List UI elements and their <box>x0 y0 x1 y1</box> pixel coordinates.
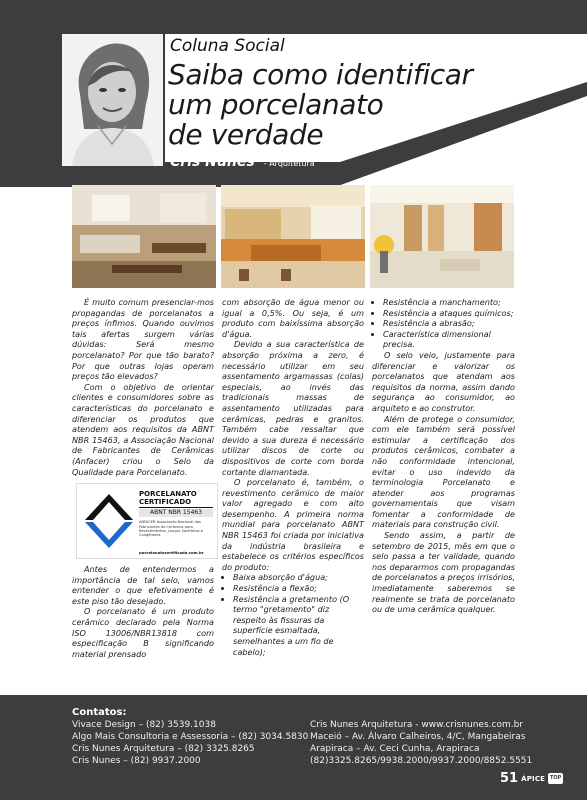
page-marker <box>500 771 563 786</box>
criteria-list-continued <box>372 297 515 350</box>
list-item: • Resistência a ataques químicos; <box>383 308 515 319</box>
column-kicker: Coluna Social <box>170 36 285 56</box>
paragraph: Com o objetivo de orientar clientes e consumidores sobre as características do porcelanato e diferenciar os produtos que atendem aos requisitos da ABNT NBR 15463, a Associação Nacional de Fabricantes de Cerâmicas (Anfacer) criou o Selo da Qualidade para Porcelanato. <box>72 381 214 477</box>
contact-line: Cris Nunes Arquitetura – (82) 3325.8265 <box>72 744 255 754</box>
contact-line: Algo Mais Consultoria e Assessoria – (82) 3034.5830 <box>72 732 309 742</box>
photo-living-room <box>72 185 216 288</box>
contact-line: Arapiraca – Av. Ceci Cunha, Arapiraca <box>310 744 480 754</box>
list-item: • Resistência a manchamento; <box>383 297 515 308</box>
author-role: - Arquitetura <box>263 159 315 168</box>
title-line: de verdade <box>168 118 324 151</box>
publisher-logo-icon: TOP <box>548 773 563 784</box>
page-number: 51 <box>500 771 519 786</box>
text-column-3 <box>372 297 515 615</box>
paragraph: O porcelanato é um produto cerâmico declarado pela Norma ISO 13006/NBR13818 com especificação B significando material prensado <box>72 606 214 659</box>
list-item: • Característica dimensional precisa. <box>383 329 515 350</box>
criteria-list <box>222 572 364 657</box>
seal-association: ANFACER Associação Nacional dos Fabricantes de Cerâmica para Revestimentos, Louças Sanitárias e Congêneres <box>139 520 203 538</box>
magazine-name: ÁPICE <box>521 774 546 783</box>
paragraph: Sendo assim, a partir de setembro de 2015, mês em que o selo passa a ter validade, quando nos depararmos com propagandas de porcelanatos a preços irrisórios, imediatamente saberemos se realmente se trata de porcelanato ou de uma cerâmica qualquer. <box>372 530 515 615</box>
contacts-footer <box>0 695 587 800</box>
seal-url: porcelanatocertificado.com.br <box>139 550 204 556</box>
text-column-2 <box>222 297 364 657</box>
contact-line: (82)3325.8265/9938.2000/9937.2000/8852.5551 <box>310 756 533 766</box>
paragraph: Devido a sua característica de absorção próxima a zero, é necessário utilizar em seu assentamento argamassas (colas) especiais, ao invés das tradicionais massas de assentamento utilizadas para cerâmicas, pedras e granitos. Também cabe ressaltar que devido a sua dureza é necessário utilizar discos de corte ou dispositivos de corte com borda cortante diamantada. <box>222 339 364 477</box>
paragraph: Antes de entendermos a importância de tal selo, vamos entender o que efetivamente é este piso tão desejado. <box>72 564 214 606</box>
paragraph: com absorção de água menor ou igual a 0,5%. Ou seja, é um produto com baixíssima absorção d'água. <box>222 297 364 339</box>
contacts-left <box>72 719 308 767</box>
list-item: • Resistência a gretamento (O termo "gretamento" diz respeito às fissuras da superfície esmaltada, semelhantes a um fio de cabelo); <box>233 594 364 658</box>
seal-norm: ABNT NBR 15463 <box>139 509 213 517</box>
text-column-1 <box>72 297 214 659</box>
title-line: um porcelanato <box>168 88 384 121</box>
seal-title <box>139 490 213 508</box>
list-item: • Baixa absorção d'água; <box>233 572 364 583</box>
contact-line: Cris Nunes – (82) 9937.2000 <box>72 756 201 766</box>
contact-line: Vivace Design – (82) 3539.1038 <box>72 720 216 730</box>
author-portrait <box>62 34 163 166</box>
certified-porcelain-seal <box>76 483 218 559</box>
paragraph: É muito comum presenciar-mos propagandas de porcelanatos a preços ínfimos. Quando ouvimos tais afertas surgem várias dúvidas: Será mesmo porcelanato? Por que tão barato? Por que outras lojas operam preços tão elevados? <box>72 297 214 382</box>
article-title <box>168 60 473 150</box>
title-line: Saiba como identificar <box>168 58 473 91</box>
contacts-right <box>310 719 532 767</box>
contacts-title: Contatos: <box>72 707 127 718</box>
author-name: Cris Nunes <box>170 154 255 170</box>
paragraph: Além de protege o consumidor, com ele também será possível estimular a certificação dos produtos cerâmicos, combater a não conformidade intencional, evitar o uso indevido da terminologia Porcelanato e atender aos programas governamentais que visam fomentar a conformidade de materiais para construção civil. <box>372 413 515 530</box>
contact-line: Cris Nunes Arquitetura - www.crisnunes.com.br <box>310 720 524 730</box>
contact-line: Maceió – Av. Álvaro Calheiros, 4/C, Mangabeiras <box>310 732 526 742</box>
article-header <box>0 0 587 187</box>
anfacer-logo-icon <box>81 490 137 552</box>
seal-title-line: CERTIFICADO <box>139 498 192 507</box>
seal-title-line: PORCELANATO <box>139 490 197 499</box>
photo-kitchen <box>221 185 365 288</box>
photo-store-interior <box>370 185 514 288</box>
paragraph: O selo veio, justamente para diferenciar e valorizar os porcelanatos que atendam aos requisitos da norma, assim dando segurança ao consumidor, ao arquiteto e ao construtor. <box>372 349 515 413</box>
list-item: • Resistência a abrasão; <box>383 318 515 329</box>
list-item: • Resistência a flexão; <box>233 583 364 594</box>
author-byline <box>170 151 315 170</box>
paragraph: O porcelanato é, também, o revestimento cerâmico de maior valor agregado e com alto desempenho. A primeira norma mundial para porcelanato ABNT NBR 15463 foi criada por iniciativa da indústria brasileira e estabelece os critérios específicos do produto: <box>222 477 364 572</box>
